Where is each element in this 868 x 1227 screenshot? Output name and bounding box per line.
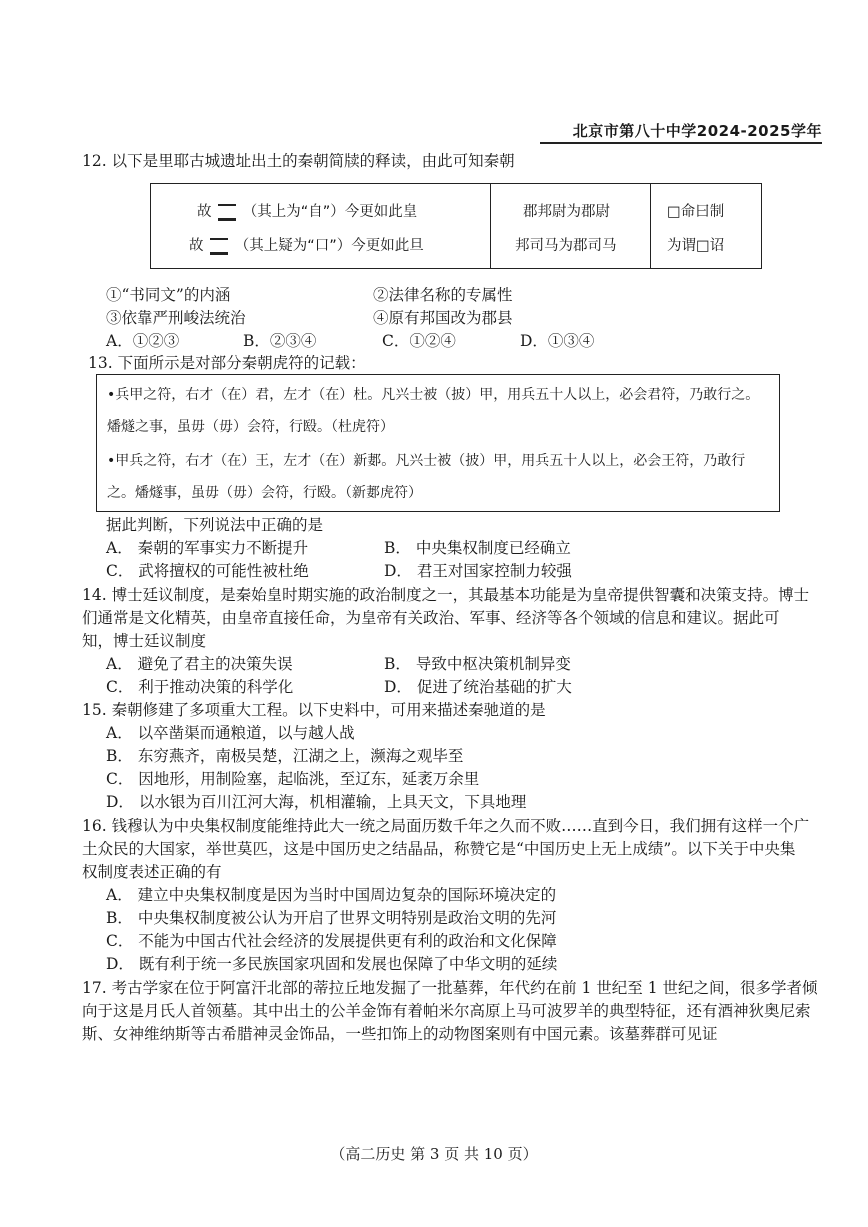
q14-line1: 14. 博士廷议制度，是秦始皇时期实施的政治制度之一，其最基本功能是为皇帝提供智囊和决策支持。博士	[82, 586, 810, 604]
header-rule	[540, 142, 822, 144]
q12-c3-r1: □命曰制	[667, 204, 725, 220]
q12-table	[150, 183, 762, 269]
q12-c1-r1: （其上为“自”）今更如此皇	[242, 204, 418, 220]
q16-choice-a: A． 建立中央集权制度是因为当时中国周边复杂的国际环境决定的	[106, 886, 557, 904]
q14-choice-a: A． 避免了君主的决策失误	[106, 655, 293, 673]
q16-line1: 16. 钱穆认为中央集权制度能维持此大一统之局面历数千年之久而不败……直到今日，我们拥有这样一个广	[82, 817, 810, 835]
q13-box-line2: 燔燧之事，虽毋（毋）会符，行殹。（杜虎符）	[107, 419, 394, 435]
q17-line1: 17. 考古学家在位于阿富汗北部的蒂拉丘地发掘了一批墓葬，年代约在前 1 世纪至 1 世纪之间，很多学者倾	[82, 979, 818, 997]
q12-table-col3	[651, 184, 763, 268]
q17-line3: 斯、女神维纳斯等古希腊神灵金饰品，一些扣饰上的动物图案则有中国元素。该墓葬群可见证	[82, 1025, 718, 1043]
q13-box-line3: •甲兵之符，右才（在）王，左才（在）新郪。凡兴士被（披）甲，用兵五十人以上，必会王符，乃敢行	[107, 453, 746, 469]
q16-line3: 权制度表述正确的有	[82, 863, 222, 881]
q14-choice-b: B． 导致中枢决策机制异变	[384, 655, 571, 673]
q14-line2: 们通常是文化精英，由皇帝直接任命，为皇帝有关政治、军事、经济等各个领域的信息和建议。据此可	[82, 609, 780, 627]
q14-line3: 知，博士廷议制度	[82, 632, 207, 650]
q17-line2: 向于这是月氏人首领墓。其中出土的公羊金饰有着帕米尔高原上马可波罗羊的典型特征，还有酒神狄奥尼索	[82, 1002, 811, 1020]
ancient-character-glyph	[218, 204, 236, 221]
q15-choice-b: B． 东穷燕齐，南极吴楚，江湖之上，濒海之观毕至	[106, 747, 464, 765]
q15-line1: 15. 秦朝修建了多项重大工程。以下史料中，可用来描述秦驰道的是	[82, 701, 546, 719]
q13-choice-a: A． 秦朝的军事实力不断提升	[106, 539, 309, 557]
q16-choice-b: B． 中央集权制度被公认为开启了世界文明特别是政治文明的先河	[106, 909, 557, 927]
school-header: 北京市第八十中学2024-2025学年	[572, 122, 822, 140]
q14-choice-c: C． 利于推动决策的科学化	[106, 678, 294, 696]
q14-choice-d: D． 促进了统治基础的扩大	[384, 678, 572, 696]
q12-choice-c: C．①②④	[382, 332, 456, 350]
q16-line2: 土众民的大国家，举世莫匹，这是中国历史之结晶品，称赞它是“中国历史上无上成绩”。以下关于中央集	[82, 840, 796, 858]
ancient-character-glyph	[210, 238, 228, 255]
q13-choice-c: C． 武将擅权的可能性被杜绝	[106, 562, 309, 580]
q12-opt3: ③依靠严刑峻法统治	[106, 309, 246, 327]
q12-stem: 12. 以下是里耶古城遗址出土的秦朝简牍的释读，由此可知秦朝	[82, 152, 515, 170]
q13-choice-b: B． 中央集权制度已经确立	[384, 539, 571, 557]
q12-c1-r2: （其上疑为“口”）今更如此旦	[234, 238, 424, 254]
q12-choice-d: D．①③④	[520, 332, 595, 350]
q12-c3-r2: 为谓□诏	[667, 238, 725, 254]
q12-choice-a: A．①②③	[106, 332, 180, 350]
q12-c2-r2: 邦司马为郡司马	[515, 238, 617, 254]
q12-c2-r1: 郡邦尉为郡尉	[523, 204, 610, 220]
q16-choice-d: D． 既有利于统一多民族国家巩固和发展也保障了中华文明的延续	[106, 955, 558, 973]
q12-table-col1	[151, 184, 491, 268]
q12-opt4: ④原有邦国改为郡县	[373, 309, 513, 327]
q12-opt1: ①“书同文”的内涵	[106, 286, 231, 304]
q13-question: 据此判断，下列说法中正确的是	[106, 516, 324, 534]
q12-table-col2	[491, 184, 651, 268]
q12-choice-b: B．②③④	[243, 332, 317, 350]
q15-choice-c: C． 因地形，用制险塞，起临洮，至辽东，延袤万余里	[106, 770, 480, 788]
q12-prefix-1: 故	[197, 204, 212, 220]
q13-source-box	[96, 374, 780, 512]
q15-choice-d: D． 以水银为百川江河大海，机相灌输，上具天文，下具地理	[106, 793, 527, 811]
q13-box-line4: 之。燔燧事，虽毋（毋）会符，行殹。（新郪虎符）	[107, 485, 422, 501]
q12-opt2: ②法律名称的专属性	[373, 286, 513, 304]
q13-stem: 13. 下面所示是对部分秦朝虎符的记载：	[88, 354, 366, 372]
q12-prefix-2: 故	[189, 238, 204, 254]
q13-choice-d: D． 君王对国家控制力较强	[384, 562, 572, 580]
q13-box-line1: •兵甲之符，右才（在）君，左才（在）杜。凡兴士被（披）甲，用兵五十人以上，必会君符，乃敢行之。	[107, 387, 760, 403]
q16-choice-c: C． 不能为中国古代社会经济的发展提供更有利的政治和文化保障	[106, 932, 557, 950]
page-footer: （高二历史 第 3 页 共 10 页）	[330, 1145, 538, 1163]
q15-choice-a: A． 以卒凿渠而通粮道，以与越人战	[106, 724, 355, 742]
